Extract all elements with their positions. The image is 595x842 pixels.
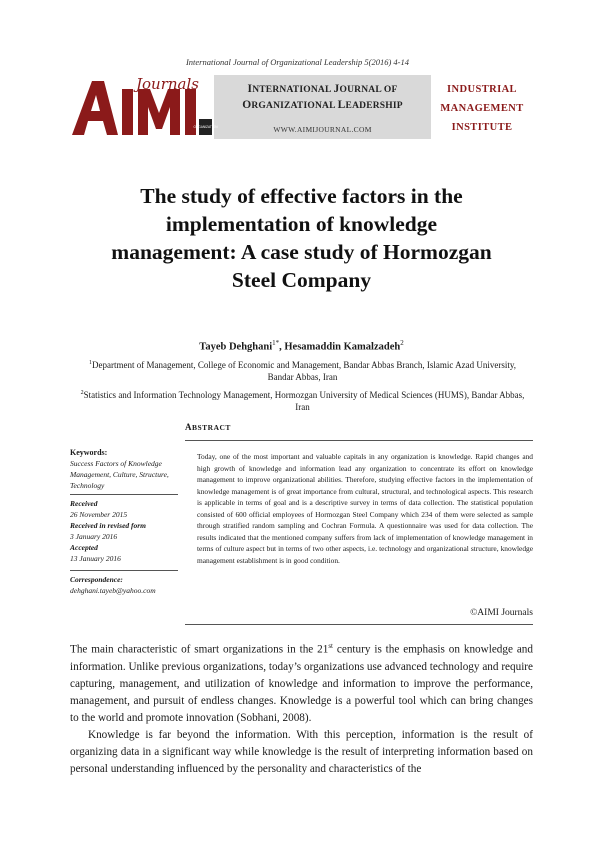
correspondence-email[interactable]: dehghani.tayeb@yahoo.com: [70, 586, 156, 595]
affiliation-1: $^1$Department of Management, College of Economic and Management, Bandar Abbas Branch, Islamic Azad University, Bandar Abbas, Iran: [88, 360, 517, 382]
author-sup: 2: [400, 339, 404, 347]
abstract-body: Today, one of the most important and valuable capitals in any organization is knowledge. Rapid changes and high growth of knowledge and information lead any organization to concentrate its effort on knowledge management to improve organizational abilities. Therefore, studying effective factors in the implementation of knowledge management is of great importance from cultural, structural, and technological aspects. This research is applicable in terms of goal and is a descriptive survey in terms of data collection. The statistical population consisted of 600 official employees of Hormozgan Steel Company which 234 of them were selected as sample through stratified random sampling and Cochran Formula. A questionnaire was used for data collection. The results indicated that the mentioned company suffers from lack of implementation of knowledge management in terms of culture aspect but in terms of two other aspects, i.e. technology and organizational structure, knowledge management establishment is in good condition.: [197, 452, 533, 565]
author-name: Tayeb Dehghani: [199, 341, 273, 353]
correspondence-label: Correspondence:: [70, 575, 123, 584]
institute-line-1: INDUSTRIAL: [447, 84, 517, 95]
received-label: Received: [70, 499, 98, 508]
journal-url: WWW.AIMIJOURNAL.COM: [273, 125, 372, 134]
logo-caption: ORGANIZATION: [193, 125, 218, 129]
paper-title: [70, 182, 533, 294]
revised-label: Received in revised form: [70, 521, 147, 530]
sidebar-divider: [70, 570, 178, 571]
institute-line-2: MANAGEMENT: [440, 103, 524, 114]
institute-line-3: INSTITUTE: [451, 122, 513, 133]
journal-masthead: [70, 75, 533, 139]
keywords: Success Factors of Knowledge Management, Culture, Structure, Technology: [70, 459, 169, 490]
author-list: Tayeb Dehghani$^{1*}$, Hesamaddin Kamalzadeh$^2$: [199, 339, 404, 353]
abstract-heading: ABSTRACT: [185, 422, 231, 432]
journal-title-box: [214, 75, 431, 139]
revised-date: 3 January 2016: [70, 532, 118, 541]
sidebar-divider: [70, 494, 178, 495]
title-line: implementation of knowledge: [165, 212, 438, 236]
running-head: International Journal of Organizational Leadership 5(2016) 4-14: [185, 57, 410, 67]
author-sup: 1*: [272, 339, 280, 347]
journal-title: INTERNATIONAL JOURNAL OF ORGANIZATIONAL LEADERSHIP: [242, 83, 403, 111]
accepted-label: Accepted: [70, 543, 98, 552]
author-name: Hesamaddin Kamalzadeh: [284, 341, 401, 353]
title-line: Steel Company: [231, 268, 372, 292]
abstract-bottom-rule: [185, 624, 533, 625]
institute-box: [431, 75, 533, 139]
body-paragraph: Knowledge is far beyond the information. With this perception, information is the result of organizing data in a significant way while knowledge is the result of interpreting information based on personal understanding influenced by the personality and characteristics of the: [70, 728, 533, 775]
affiliation-2: $^2$Statistics and Information Technology Management, Hormozgan University of Medical Sciences (HUMS), Bandar Abbas, Iran: [80, 390, 525, 412]
aimi-journals-logo: [70, 75, 218, 139]
title-line: The study of effective factors in the: [140, 184, 463, 208]
article-info-sidebar: [70, 447, 178, 596]
logo-script-word: Journals: [136, 75, 199, 93]
body-paragraph: The main characteristic of smart organizations in the 21st century is the emphasis on knowledge and information. Unlike previous organizations, today’s organizations use advanced technology and require capturing, management, and utilization of knowledge and information to improve the performance, management, and pursuit of endless changes. Knowledge is a powerful tool which can bring changes to the world and promote innovation (Sobhani, 2008).: [70, 642, 533, 724]
article-body: [70, 638, 533, 778]
abstract-top-rule: [185, 440, 533, 441]
copyright-notice: ©AIMI Journals: [470, 608, 533, 618]
received-date: 26 November 2015: [70, 510, 128, 519]
keywords-label: Keywords:: [70, 448, 108, 457]
accepted-date: 13 January 2016: [70, 554, 121, 563]
title-line: management: A case study of Hormozgan: [111, 240, 492, 264]
